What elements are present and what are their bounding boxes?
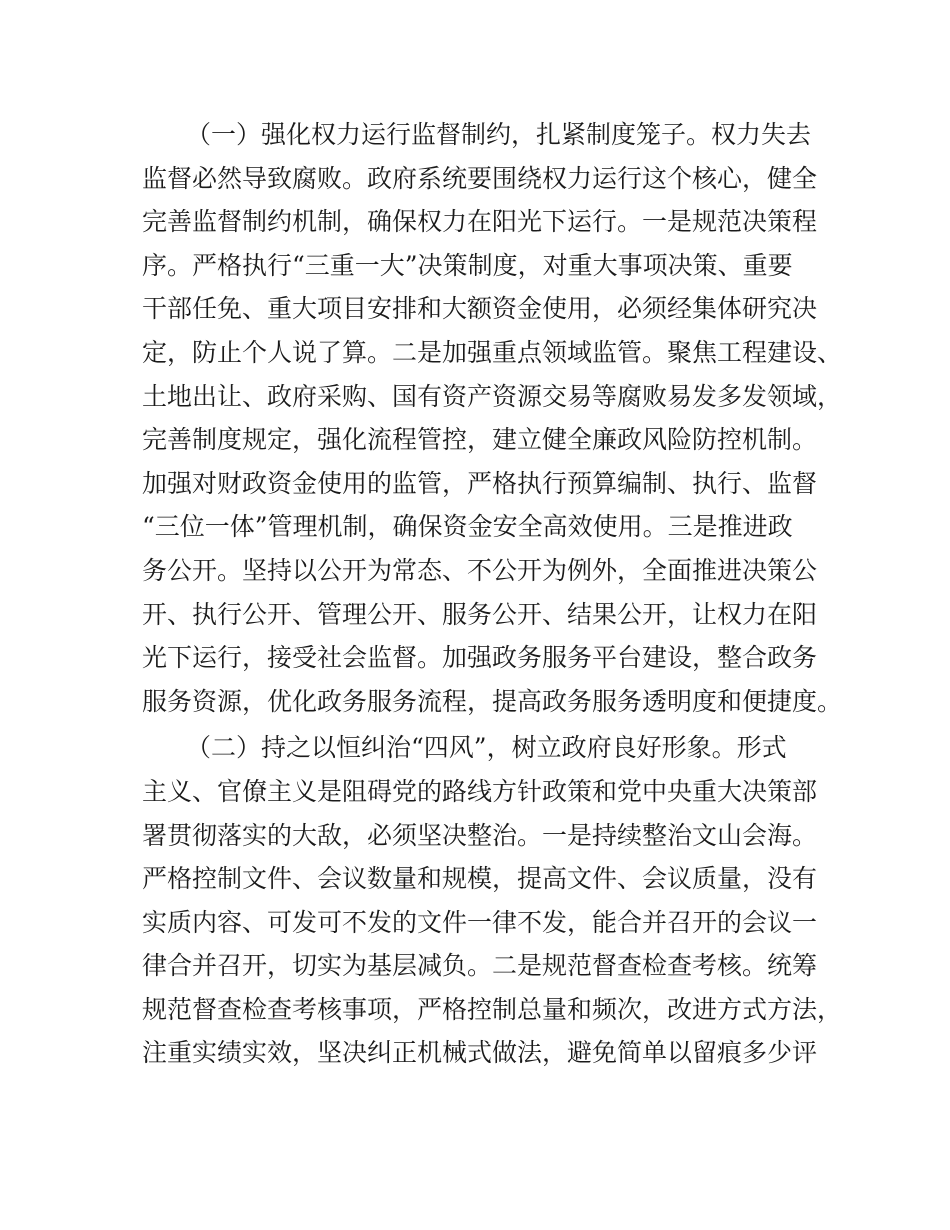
paragraph-line: 加强对财政资金使用的监管，严格执行预算编制、执行、监督 [142,468,818,498]
paragraph-line: 开、执行公开、管理公开、服务公开、结果公开，让权力在阳 [142,599,818,629]
paragraph-1 [142,113,842,723]
paragraph-line: 定，防止个人说了算。二是加强重点领域监管。聚焦工程建设、 [142,337,843,367]
paragraph-2 [142,726,842,1075]
paragraph-line: 监督必然导致腐败。政府系统要围绕权力运行这个核心，健全 [142,163,818,193]
paragraph-line: 光下运行，接受社会监督。加强政务服务平台建设，整合政务 [142,643,818,673]
paragraph-line: 规范督查检查考核事项，严格控制总量和频次，改进方式方法， [142,994,843,1024]
paragraph-line: 完善监督制约机制，确保权力在阳光下运行。一是规范决策程 [142,207,818,237]
paragraph-line: 服务资源，优化政务服务流程，提高政务服务透明度和便捷度。 [142,686,843,716]
paragraph-line: 序。严格执行“三重一大”决策制度，对重大事项决策、重要 [142,250,793,280]
paragraph-line: 土地出让、政府采购、国有资产资源交易等腐败易发多发领域， [142,381,843,411]
paragraph-line: 实质内容、可发可不发的文件一律不发，能合并召开的会议一 [142,907,818,937]
paragraph-line: （一）强化权力运行监督制约，扎紧制度笼子。权力失去 [186,120,812,149]
paragraph-line: 干部任免、重大项目安排和大额资金使用，必须经集体研究决 [142,294,818,324]
document-body [142,113,842,1075]
paragraph-line: 务公开。坚持以公开为常态、不公开为例外，全面推进决策公 [142,555,818,585]
paragraph-line: 主义、官僚主义是阻碍党的路线方针政策和党中央重大决策部 [142,776,818,806]
paragraph-line: 注重实绩实效，坚决纠正机械式做法，避免简单以留痕多少评 [142,1038,818,1068]
paragraph-line: 严格控制文件、会议数量和规模，提高文件、会议质量，没有 [142,864,818,894]
paragraph-line: （二）持之以恒纠治“四风”，树立政府良好形象。形式 [186,733,787,763]
paragraph-line: 完善制度规定，强化流程管控，建立健全廉政风险防控机制。 [142,425,818,455]
paragraph-line: “三位一体”管理机制，确保资金安全高效使用。三是推进政 [142,512,793,542]
paragraph-line: 律合并召开，切实为基层减负。二是规范督查检查考核。统筹 [142,951,818,981]
paragraph-line: 署贯彻落实的大敌，必须坚决整治。一是持续整治文山会海。 [142,820,818,850]
